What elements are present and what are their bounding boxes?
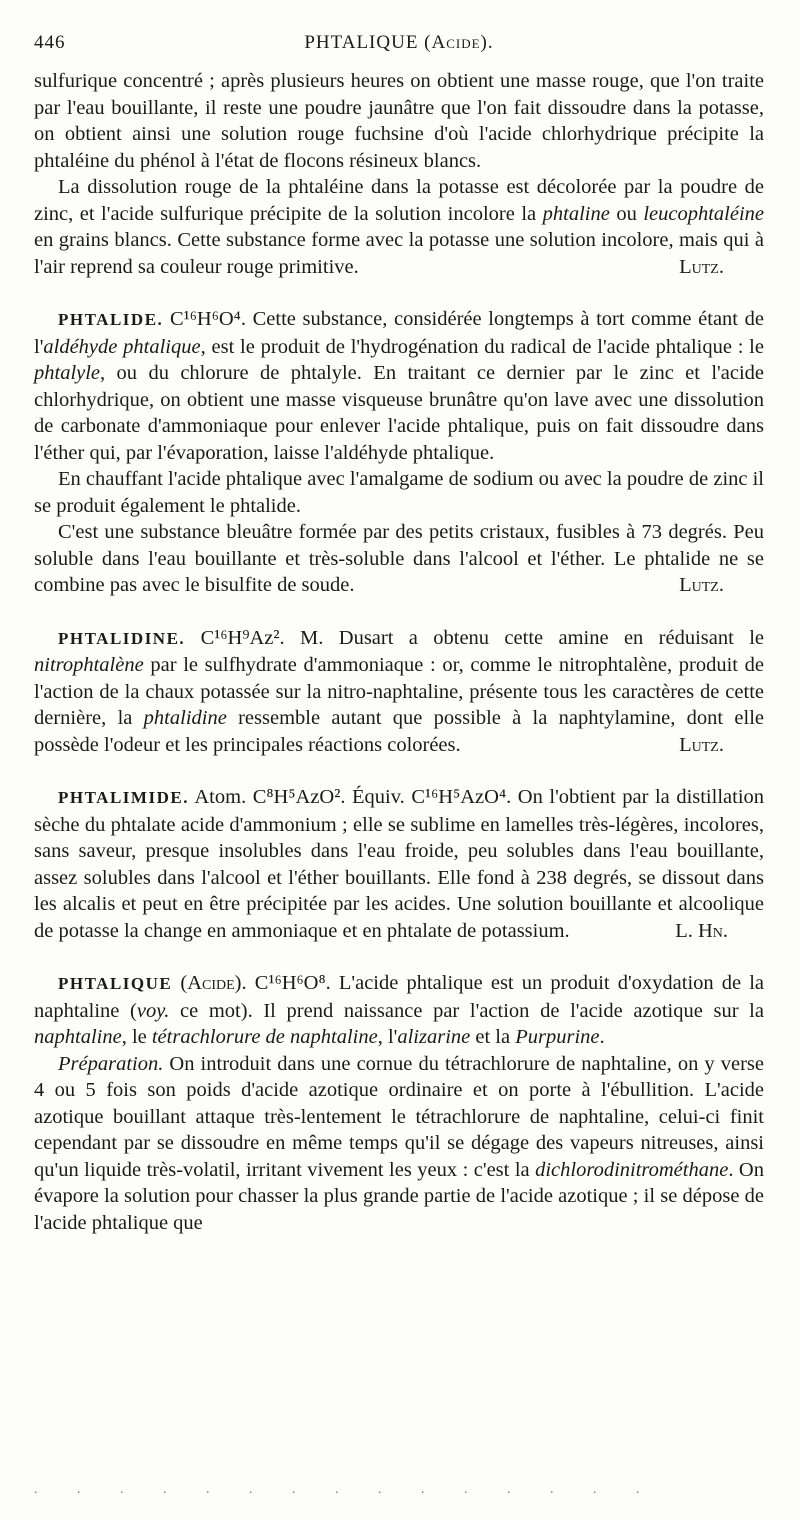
running-title-suffix: (Acide).: [424, 32, 494, 53]
chemical-formula: Atom. C⁸H⁵AzO². Équiv. C¹⁶H⁵AzO⁴.: [194, 786, 512, 808]
text: en grains blancs. Cette substance forme avec la potasse une solution incolore, mais qui à l'air reprend sa couleur rouge primitive.: [34, 229, 764, 278]
running-header: [34, 28, 764, 68]
term: alizarine: [397, 1026, 471, 1048]
term: phtaline: [542, 202, 610, 225]
text: , ou du chlorure de phtalyle. En traitant ce dernier par le zinc et l'acide chlorhydrique, on obtient une masse visqueuse brunâtre qu'on lave avec une dissolution de carbonate d'ammoniaque pour enlever l'acide phtalique, puis on fait dissoudre dans l'éther qui, par l'évaporation, laisse l'aldéhyde phtalique.: [34, 362, 764, 464]
term: phtalyle: [34, 362, 101, 384]
term: phtalidine: [143, 707, 227, 729]
text: , le: [121, 1026, 152, 1048]
entry-phtalide: [34, 306, 764, 599]
chemical-formula: C¹⁶H⁶O⁸.: [254, 972, 331, 994]
entry-phtalique: [34, 970, 764, 1236]
term: naphtaline: [34, 1026, 122, 1048]
entry-heading: PHTALIMIDE.: [58, 788, 189, 807]
section-label: Préparation.: [58, 1052, 164, 1075]
text: ou: [609, 202, 644, 225]
term: voy.: [136, 999, 170, 1022]
text: C'est une substance bleuâtre formée par des petits cristaux, fusibles à 73 degrés. Peu soluble dans l'eau bouillante et très-soluble dans l'alcool et l'éther. Le phtalide ne se combine pas avec le bisulfite de soude.: [34, 521, 764, 596]
text: . On évapore la solution pour chasser la plus grande partie de l'acide azotique ; il se dépose de l'acide phtalique que: [34, 1158, 764, 1234]
footer-marks: . . . . . . . . . . . . . . .: [34, 1482, 658, 1497]
text: , l': [377, 1026, 398, 1048]
author-signature: L. Hn.: [675, 919, 728, 942]
text: La dissolution rouge de la phtaléine dans la potasse est décolorée par la poudre de zinc, et l'acide sulfurique précipite de la solution incolore la: [34, 176, 764, 225]
text: M. Dusart a obtenu cette amine en réduisant le: [284, 626, 764, 649]
entry-heading-suffix: (Acide).: [180, 972, 247, 994]
entry-phtalidine: [34, 625, 764, 759]
phtalide-paragraph-1: [34, 306, 764, 466]
text: par le sulfhydrate d'ammoniaque : or, comme le nitrophtalène, produit de l'action de la chaux potassée sur la nitro-naphtaline, présente tous les caractères de cette dernière, la: [34, 654, 764, 729]
phtalique-paragraph-2: [34, 1051, 764, 1237]
entry-heading: PHTALIDE.: [58, 310, 164, 329]
chemical-formula: C¹⁶H⁶O⁴.: [169, 308, 246, 330]
term: tétrachlorure de naphtaline: [151, 1026, 378, 1048]
term: aldéhyde phtalique: [43, 335, 201, 358]
text: ressemble autant que possible à la naphtylamine, dont elle possède l'odeur et les principales réactions colorées.: [34, 707, 764, 756]
running-title: [34, 32, 764, 54]
author-signature: Lutz.: [679, 574, 724, 596]
entry-phtalimide: [34, 784, 764, 944]
page-number: 446: [34, 32, 66, 53]
chemical-formula: C¹⁶H⁹Az².: [200, 626, 285, 649]
author-signature: Lutz.: [679, 733, 724, 756]
phtalide-paragraph-2: En chauffant l'acide phtalique avec l'amalgame de sodium ou avec la poudre de zinc il se produit également le phtalide.: [34, 468, 764, 517]
text: On l'obtient par la distillation sèche du phtalate acide d'ammonium ; elle se sublime en lamelles très-légères, incolores, sans saveur, presque insolubles dans l'eau froide, peu solubles dans l'eau bouillante, assez solubles dans l'alcool et l'éther bouillants. Elle fond à 238 degrés, se dissout dans les alcalis et peut en être précipitée par les acides. Une solution bouillante et alcoolique de potasse la change en ammoniaque et en phtalate de potassium.: [34, 786, 765, 942]
text: L'acide phtalique est un produit d'oxydation de la naphtaline (: [34, 972, 765, 1022]
entry-heading: PHTALIDINE.: [58, 628, 186, 648]
text: ce mot). Il prend naissance par l'action de l'acide azotique sur la: [169, 999, 764, 1022]
term: Purpurine: [515, 1026, 600, 1048]
author-signature: Lutz.: [679, 255, 724, 278]
term: nitrophtalène: [34, 654, 144, 676]
term: dichlorodinitrométhane: [535, 1158, 729, 1181]
book-page: [0, 28, 800, 1520]
text: Cette substance, considérée longtemps à tort comme étant de l': [34, 308, 764, 358]
phtalimide-paragraph-1: [34, 784, 764, 944]
phtalide-paragraph-3: [34, 519, 764, 599]
phtalique-paragraph-1: [34, 970, 764, 1051]
entry-heading: PHTALIQUE: [58, 974, 173, 993]
text: On introduit dans une cornue du tétrachlorure de naphtaline, on y verse 4 ou 5 fois son poids d'acide azotique ordinaire et on porte à l'ébullition. L'acide azotique bouillant attaque très-lentement le tétrachlorure de naphtaline, celui-ci finit cependant par se dissoudre en même temps qu'il se dégage des vapeurs nitreuses, ainsi qu'un liquide très-volatil, irritant vivement les yeux : c'est la: [34, 1052, 764, 1181]
intro-paragraph-2: [34, 174, 764, 280]
text: .: [599, 1026, 605, 1048]
text: , est le produit de l'hydrogénation du radical de l'acide phtalique : le: [200, 335, 764, 358]
intro-paragraph-1: sulfurique concentré ; après plusieurs heures on obtient une masse rouge, que l'on traite par l'eau bouillante, il reste une poudre jaunâtre que l'on fait dissoudre dans la potasse, on obtient ainsi une solution rouge fuchsine d'où l'acide chlorhydrique précipite la phtaléine du phénol à l'état de flocons résineux blancs.: [34, 70, 764, 172]
text: et la: [470, 1026, 516, 1048]
running-title-main: PHTALIQUE: [304, 32, 419, 53]
term: leucophtaléine: [643, 202, 765, 225]
phtalidine-paragraph-1: [34, 625, 764, 759]
